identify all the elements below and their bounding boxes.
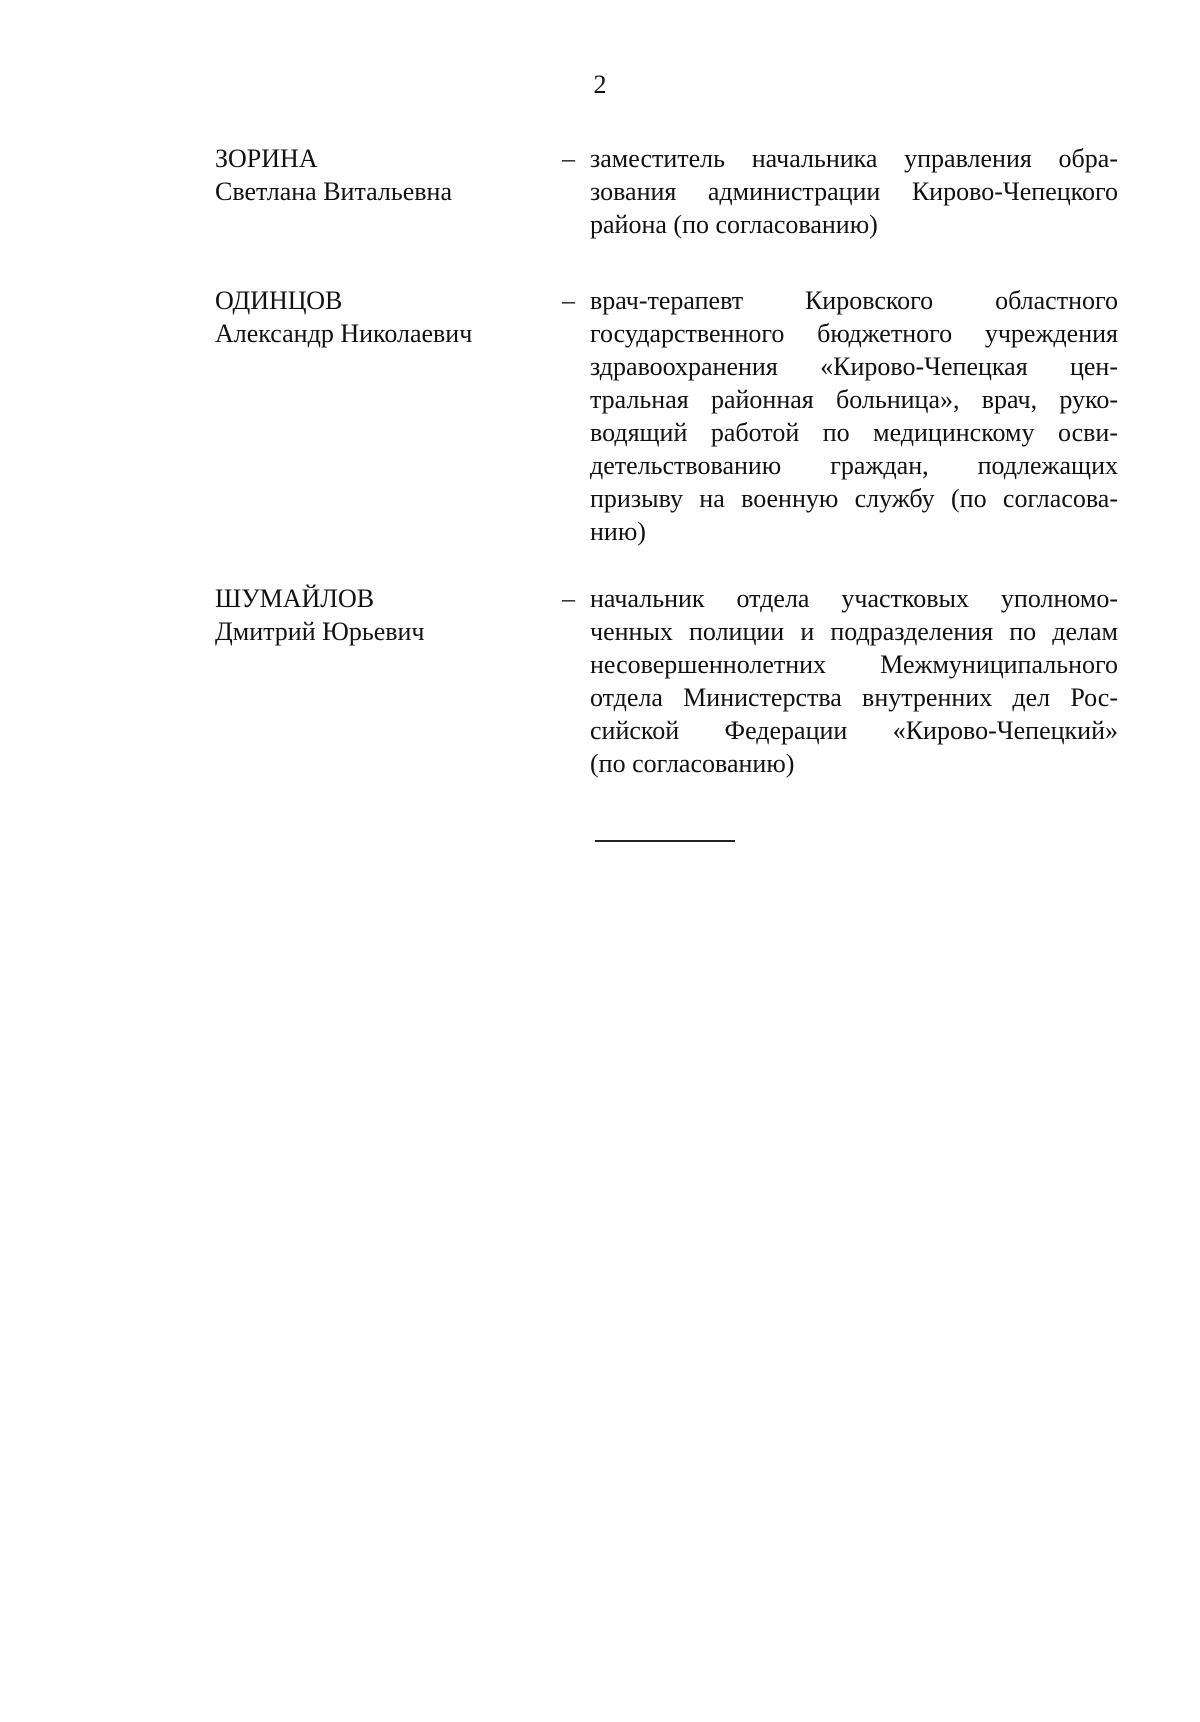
member-role — [590, 284, 1118, 548]
role-line: нию) — [590, 517, 646, 546]
role-line: ченных полиции и подразделения по делам — [590, 617, 1118, 646]
role-line: сийской Федерации «Кирово-Чепецкий» — [590, 716, 1118, 745]
member-name — [215, 284, 515, 350]
role-line: тральная районная больница», врач, руко- — [590, 385, 1118, 414]
role-line: (по согласованию) — [590, 749, 795, 778]
dash-separator: – — [562, 286, 575, 315]
role-line: несовершеннолетних Межмуниципального — [590, 650, 1118, 679]
member-name — [215, 142, 515, 208]
page-number: 2 — [593, 70, 607, 99]
role-line: детельствованию граждан, подлежащих — [590, 451, 1118, 480]
role-line: водящий работой по медицинскому осви- — [590, 418, 1118, 447]
role-line: заместитель начальника управления обра- — [590, 144, 1118, 173]
member-name — [215, 582, 515, 648]
role-line: призыву на военную службу (по согласова- — [590, 484, 1118, 513]
member-surname: ЗОРИНА — [215, 144, 318, 173]
member-given-names: Светлана Витальевна — [215, 177, 452, 206]
member-role — [590, 582, 1118, 780]
role-line: государственного бюджетного учреждения — [590, 319, 1118, 348]
member-role — [590, 142, 1118, 241]
role-line: района (по согласованию) — [590, 210, 878, 239]
member-surname: ОДИНЦОВ — [215, 286, 343, 315]
end-divider — [595, 840, 735, 842]
member-given-names: Александр Николаевич — [215, 319, 473, 348]
role-line: зования администрации Кирово-Чепецкого — [590, 177, 1118, 206]
role-line: начальник отдела участковых уполномо- — [590, 584, 1118, 613]
role-line: отдела Министерства внутренних дел Рос- — [590, 683, 1118, 712]
member-surname: ШУМАЙЛОВ — [215, 584, 375, 613]
role-line: здравоохранения «Кирово-Чепецкая цен- — [590, 352, 1118, 381]
dash-separator: – — [562, 584, 575, 613]
member-given-names: Дмитрий Юрьевич — [215, 617, 425, 646]
role-line: врач-терапевт Кировского областного — [590, 286, 1118, 315]
dash-separator: – — [562, 144, 575, 173]
